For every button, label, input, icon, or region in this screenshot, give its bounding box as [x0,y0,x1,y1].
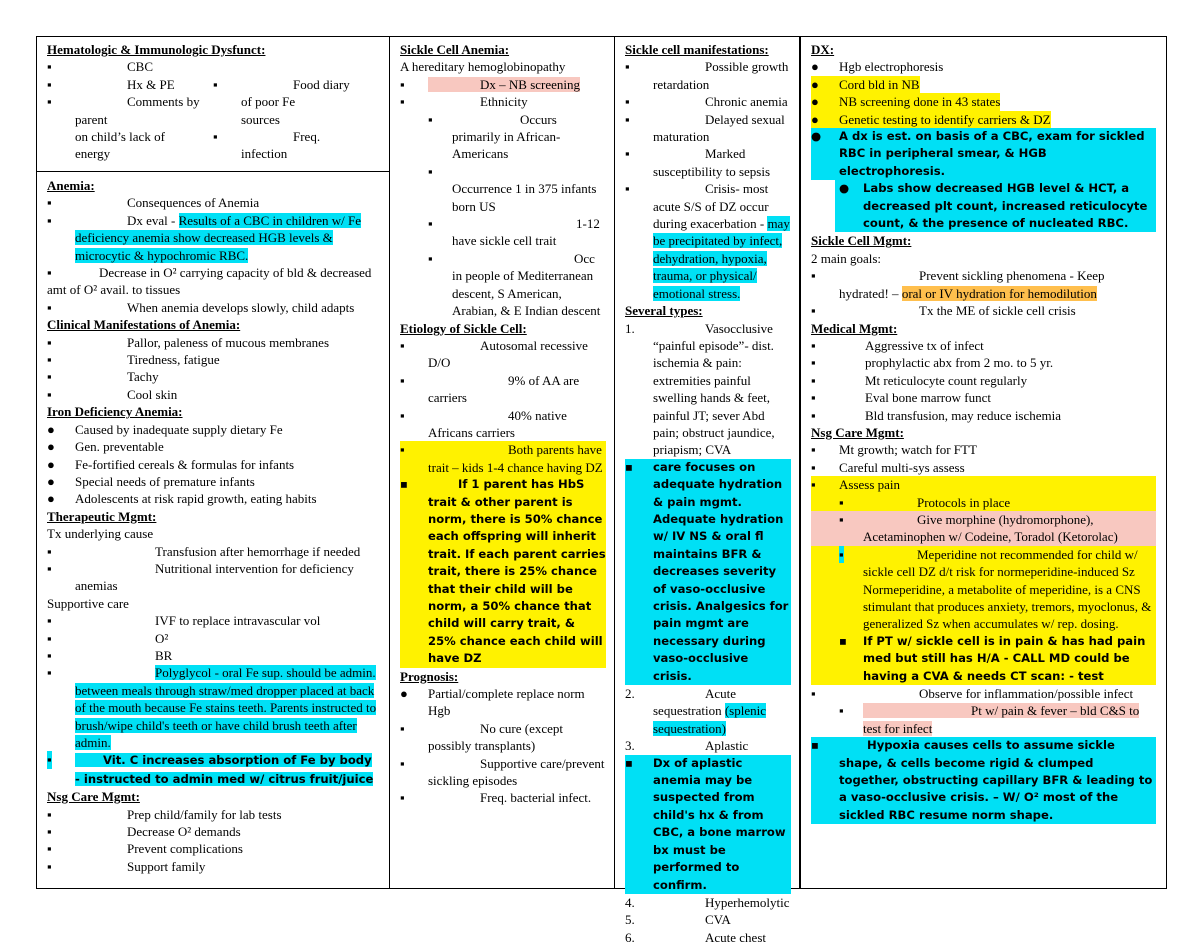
list-item-cont: energy [75,146,111,162]
text-line: 2 main goals: [811,250,882,266]
list-item-cont: on child’s lack of [75,129,165,145]
list-item-cont: sources [241,111,280,127]
heading-manifestations: Sickle cell manifestations: [625,42,769,57]
list-item: ▪ Chronic anemia [625,94,788,110]
list-item: ▪ Comments by parent [47,94,200,127]
list-item: ▪ No cure (except possibly transplants) [400,720,564,754]
list-item: ● Genetic testing to identify carriers & DZ [811,111,1051,127]
list-item: ● Adolescents at risk rapid growth, eating habits [47,491,317,507]
sub-item: ▪ Occ in people of Mediterranean descent, S American, Arabian, & E Indian descent [428,250,601,319]
study-guide-page [36,36,1167,945]
list-item: ▪ Cool skin [47,386,178,402]
list-item: ▪ If 1 parent has HbS trait & other parent is norm, there is 50% chance each offspring will inherit trait. If each parent carries trait, there is 25% chance that their child will be norm, a 50% chance that child will carry trait, & 25% chance each child will have DZ [400,476,606,667]
list-item: ▪ 40% native Africans carriers [400,407,567,440]
list-item: ▪ Marked susceptibility to sepsis [625,146,770,179]
list-item: ▪ Observe for inflammation/possible infect [811,686,1134,702]
heading-iron: Iron Deficiency Anemia: [47,404,183,420]
list-item: ▪ Tachy [47,369,159,385]
list-item: ▪ Tx the ME of sickle cell crisis [811,303,1076,319]
list-item: ● A dx is est. on basis of a CBC, exam for sickled RBC in peripheral smear, & HGB electrophoresis. [811,128,1156,180]
list-item: ▪ Delayed sexual maturation [625,111,785,145]
list-item: ▪ When anemia develops slowly, child adapts [47,299,355,315]
heading-nsg-care: Nsg Care Mgmt: [47,789,140,805]
heading-hematologic: Hematologic & Immunologic Dysfunct: [47,42,266,57]
column-manifestations [614,36,800,945]
list-item: ● NB screening done in 43 states [811,94,1001,110]
list-item-cont: infection [241,146,288,162]
text-line: A hereditary hemoglobinopathy [400,59,566,75]
heading-clinical: Clinical Manifestations of Anemia: [47,317,241,333]
list-item: ▪ Prevent complications [47,841,243,857]
list-item: ▪ Careful multi-sys assess [811,459,965,475]
heading-sickle-cell-anemia: Sickle Cell Anemia: [400,42,510,57]
column-anemia [36,36,390,889]
list-item: ▪ O² [47,630,169,646]
heading-types: Several types: [625,303,703,319]
heading-medical-mgmt: Medical Mgmt: [811,320,898,336]
heading-sickle-mgmt: Sickle Cell Mgmt: [811,233,912,249]
list-item: ▪ Hypoxia causes cells to assume sickle shape, & cells become rigid & clumped together, obstructing capillary BFR & leading to a vaso-occlusive crisis. – W/ O² most of the sickled RBC resume norm shape. [811,737,1156,824]
sub-item: ▪ Pt w/ pain & fever – bld C&S to test for infect [839,703,1140,736]
list-item: 6. Acute chest [625,929,767,945]
list-item: ● Special needs of premature infants [47,473,255,489]
list-item: ▪ Ethnicity [400,94,528,110]
heading-anemia: Anemia: [47,178,95,193]
sub-item: ▪ Protocols in place [811,494,1156,511]
list-item: ● Cord bld in NB [811,76,920,92]
list-item: ▪ BR [47,647,173,663]
list-item: ▪ Polyglycol - oral Fe sup. should be admin. between meals through straw/med dropper placed at back of the mouth because Fe stains teeth. Parents instructed to brush/wipe child's teeth or have child brush teeth after admin. [47,665,377,750]
heading-prognosis: Prognosis: [400,668,459,684]
sub-item: ▪ If PT w/ sickle cell is in pain & has had pain med but still has H/A - CALL MD could be having a CVA & needs CT scan: - test [811,633,1156,685]
list-item: ● Gen. preventable [47,439,164,455]
list-item: ● Hgb electrophoresis [811,59,944,75]
sub-item: ▪ Occurrence 1 in 375 infants born US [428,163,597,214]
list-item: ● Partial/complete replace norm Hgb [400,686,585,719]
sub-item: ▪ Occurs primarily in African-Americans [428,111,561,162]
column-dx-mgmt [800,36,1167,889]
list-item: ▪ Assess pain [811,476,1156,493]
heading-dx: DX: [811,42,835,57]
list-item: ▪ Food diary [213,76,350,92]
list-item: ▪ Transfusion after hemorrhage if needed [47,543,361,559]
list-item: ▪ Dx of aplastic anemia may be suspected from child's hx & from CBC, a bone marrow bx must be performed to confirm. [625,755,791,894]
list-item: ▪ Nutritional intervention for deficiency anemias [47,560,354,594]
list-item: ▪ prophylactic abx from 2 mo. to 5 yr. [811,355,1054,371]
text-line: Supportive care [47,595,129,611]
sub-item: ▪ Meperidine not recommended for child w/ sickle cell DZ d/t risk for normeperidine-induced Sz Normeperidine, a metabolite of meperidine, is a CNS stimulant that produces anxiety, tremors, myoclonus, & generalized Sz when accumulates w/ rep. dosing. [811,546,1156,633]
list-item: ▪ Both parents have trait – kids 1-4 chance having DZ [400,441,606,476]
list-item: ▪ Aggressive tx of infect [811,337,984,353]
list-item: ● Caused by inadequate supply dietary Fe [47,421,283,437]
list-item: ▪ Dx eval - Results of a CBC in children w/ Fe deficiency anemia show decreased HGB levels & microcytic & hypochromic RBC. [47,212,361,263]
heading-therapeutic: Therapeutic Mgmt: [47,508,157,524]
sub-item: ▪ 1-12 have sickle cell trait [428,216,600,249]
list-item: ▪ Freq. [213,129,321,145]
list-item: ▪ Hx & PE [47,76,175,92]
list-item: 5. CVA [625,912,731,928]
list-item: ▪ Tiredness, fatigue [47,352,220,368]
list-item: ▪ Consequences of Anemia [47,195,260,211]
list-item: 2. Acute sequestration (splenic sequestration) [625,686,766,736]
list-item: ▪ Crisis- most acute S/S of DZ occur during exacerbation - may be precipitated by infect, dehydration, hypoxia, trauma, or physical/ emotional stress. [625,181,790,301]
two-col-list [47,76,379,163]
list-item: ▪ Dx – NB screening [400,76,581,92]
list-item: ▪ care focuses on adequate hydration & pain mgmt. Adequate hydration w/ IV NS & oral fl maintains BFR & decreases severity of vaso-occlusive crisis. Analgesics for pain mgmt are necessary during vaso-occlusive crisis. [625,459,791,685]
list-item: ▪ IVF to replace intravascular vol [47,613,321,629]
list-item: ▪ Vit. C increases absorption of Fe by body - instructed to admin med w/ citrus fruit/juice [47,752,374,786]
list-item: Decrease in O² carrying capacity of bld & decreased amt of O² avail. to tissues ▪ [47,265,372,298]
heading-nsg-care-2: Nsg Care Mgmt: [811,424,904,440]
list-item: ▪ Mt growth; watch for FTT [811,442,977,458]
list-item: ▪ 9% of AA are carriers [400,372,580,406]
section-anemia [37,173,389,888]
list-item: 1. Vasocclusive “painful episode”- dist. ischemia & pain: extremities painful swelling hands & feet, painful JT; sever Abd pain; obstruct jaundice, priapism; CVA [625,320,775,458]
list-item: ● Fe-fortified cereals & formulas for infants [47,456,295,472]
list-item: ▪ CBC [47,59,154,75]
list-item: ▪ Possible growth retardation [625,59,789,92]
list-item: ▪ Mt reticulocyte count regularly [811,372,1028,388]
list-item: ▪ Decrease O² demands [47,824,241,840]
sub-item: ● Labs show decreased HGB level & HCT, a decreased plt count, increased reticulocyte count, & the presence of nucleated RBC. [835,180,1156,232]
list-item: ▪ Supportive care/prevent sickling episodes [400,755,605,789]
text-line: Tx underlying cause [47,526,154,542]
list-item: 3. Aplastic [625,738,749,754]
list-item: ▪ Bld transfusion, may reduce ischemia [811,407,1062,423]
list-item: ▪ Pallor, paleness of mucous membranes [47,334,330,350]
list-item: ▪ Freq. bacterial infect. [400,790,592,806]
list-item: ▪ Prep child/family for lab tests [47,806,282,822]
sub-item: ▪ Give morphine (hydromorphone), Acetaminophen w/ Codeine, Toradol (Ketorolac) [811,511,1156,546]
list-item-cont: of poor Fe [241,94,296,110]
heading-etiology: Etiology of Sickle Cell: [400,320,527,336]
list-item: ▪ Autosomal recessive D/O [400,337,588,371]
list-item: 4. Hyperhemolytic [625,894,790,910]
section-hematologic [37,37,389,172]
list-item: ▪ Support family [47,858,206,874]
column-sickle-cell [390,36,614,889]
list-item: ▪ Prevent sickling phenomena - Keep hydrated! – oral or IV hydration for hemodilution [811,268,1105,301]
list-item: ▪ Eval bone marrow funct [811,390,991,406]
